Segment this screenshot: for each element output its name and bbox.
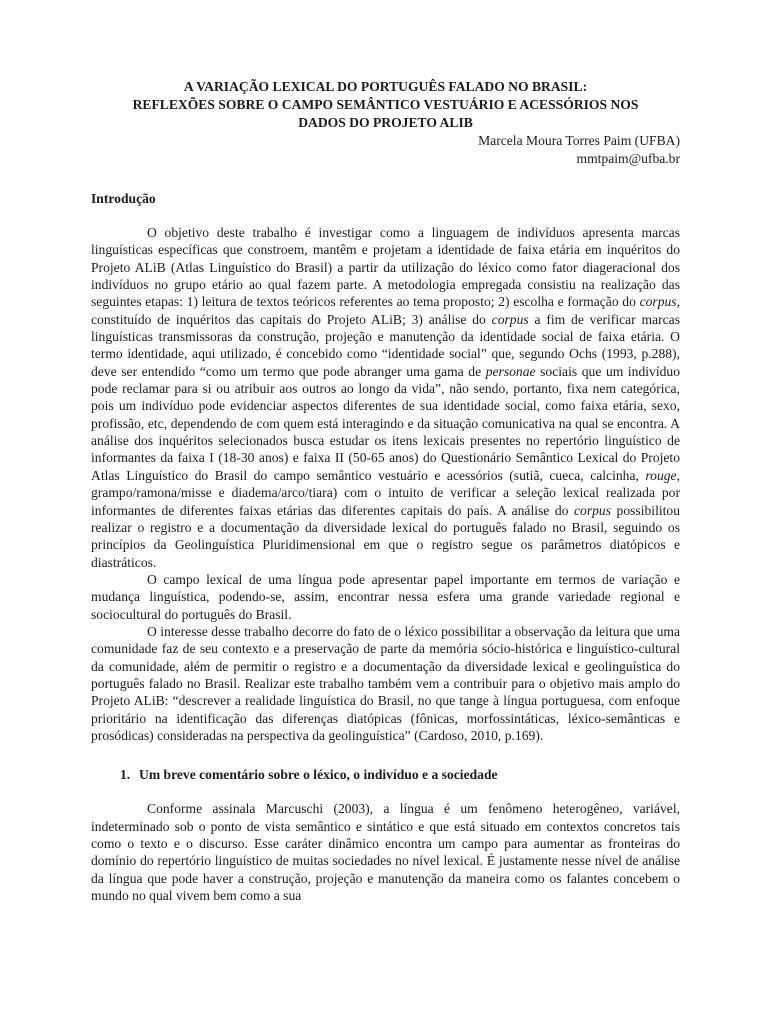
intro-paragraph-2: O campo lexical de uma língua pode apresentar papel importante em termos de variação e mudança linguística, podendo-se, assim, encontrar nessa esfera uma grande variedade regional e sociocultural do português do Brasil.	[91, 571, 680, 622]
title-line-3: DADOS DO PROJETO ALIB	[298, 115, 473, 130]
section-1-heading	[120, 766, 680, 784]
author-email: mmtpaim@ufba.br	[576, 151, 680, 166]
paper-title	[91, 78, 680, 132]
intro-heading: Introdução	[91, 191, 156, 206]
author-name: Marcela Moura Torres Paim (UFBA)	[478, 133, 680, 148]
intro-paragraph-3: O interesse desse trabalho decorre do fato de o léxico possibilitar a observação da leitura que uma comunidade faz de seu contexto e a preservação de parte da memória sócio-histórica e linguístico-cultural da comunidade, além de permitir o registro e a documentação da diversidade lexical e geolinguística do português falado no Brasil. Realizar este trabalho também vem a contribuir para o objetivo mais amplo do Projeto ALiB: “descrever a realidade linguística do Brasil, no que tange à língua portuguesa, com enfoque prioritário na identificação das diferenças diatópicas (fônicas, morfossintáticas, léxico-semânticas e prosódicas) consideradas na perspectiva da geolinguística” (Cardoso, 2010, p.169).	[91, 623, 680, 743]
title-line-2: REFLEXÕES SOBRE O CAMPO SEMÂNTICO VESTUÁRIO E ACESSÓRIOS NOS	[132, 97, 639, 112]
intro-paragraph-1: O objetivo deste trabalho é investigar como a linguagem de indivíduos apresenta marcas linguísticas específicas que constroem, mantêm e projetam a identidade de faixa etária em inquéritos do Projeto ALiB (Atlas Linguístico do Brasil) a partir da utilização do léxico como fator diageracional dos indivíduos no grupo etário ao qual fazem parte. A metodologia empregada consistiu na realização das seguintes etapas: 1) leitura de textos teóricos referentes ao tema proposto; 2) escolha e formação do corpus, constituído de inquéritos das capitais do Projeto ALiB; 3) análise do corpus a fim de verificar marcas linguísticas transmissoras da construção, projeção e manutenção da identidade social de faixa etária. O termo identidade, aqui utilizado, é concebido como “identidade social” que, segundo Ochs (1993, p.288), deve ser entendido “como um termo que pode abranger uma gama de personae sociais que um indivíduo pode reclamar para si ou atribuir aos outros ao longo da vida”, não sendo, portanto, fixa nem categórica, pois um indivíduo pode evidenciar aspectos diferentes de sua identidade social, como faixa etária, sexo, profissão, etc, dependendo de com quem está interagindo e da situação comunicativa na qual se encontra. A análise dos inquéritos selecionados busca estudar os itens lexicais presentes no repertório linguístico de informantes da faixa I (18-30 anos) e faixa II (50-65 anos) do Questionário Semântico Lexical do Projeto Atlas Linguístico do Brasil do campo semântico vestuário e acessórios (sutiã, cueca, calcinha, rouge, grampo/ramona/misse e diadema/arco/tiara) com o intuito de verificar a seleção lexical realizada por informantes de diferentes faixas etárias das diferentes capitais do país. A análise do corpus possibilitou realizar o registro e a documentação da diversidade lexical do português falado no Brasil, seguindo os princípios da Geolinguística Pluridimensional em que o registro segue os parâmetros diatópicos e diastráticos.	[91, 225, 681, 570]
section-1-title: Um breve comentário sobre o léxico, o indivíduo e a sociedade	[139, 767, 498, 783]
section-1-paragraph-1: Conforme assinala Marcuschi (2003), a língua é um fenômeno heterogêneo, variável, indeterminado sob o ponto de vista semântico e sintático e que está situado em contextos concretos tais como o texto e o discurso. Esse caráter dinâmico encontra um campo para aumentar as fronteiras do domínio do repertório linguístico de muitas sociedades no nível lexical. É justamente nesse nível de análise da língua que pode haver a construção, projeção e manutenção da maneira como os falantes concebem o mundo no qual vivem bem como a sua	[91, 801, 680, 904]
title-line-1: A VARIAÇÃO LEXICAL DO PORTUGUÊS FALADO NO BRASIL:	[183, 79, 588, 94]
section-1-number: 1.	[120, 767, 131, 783]
